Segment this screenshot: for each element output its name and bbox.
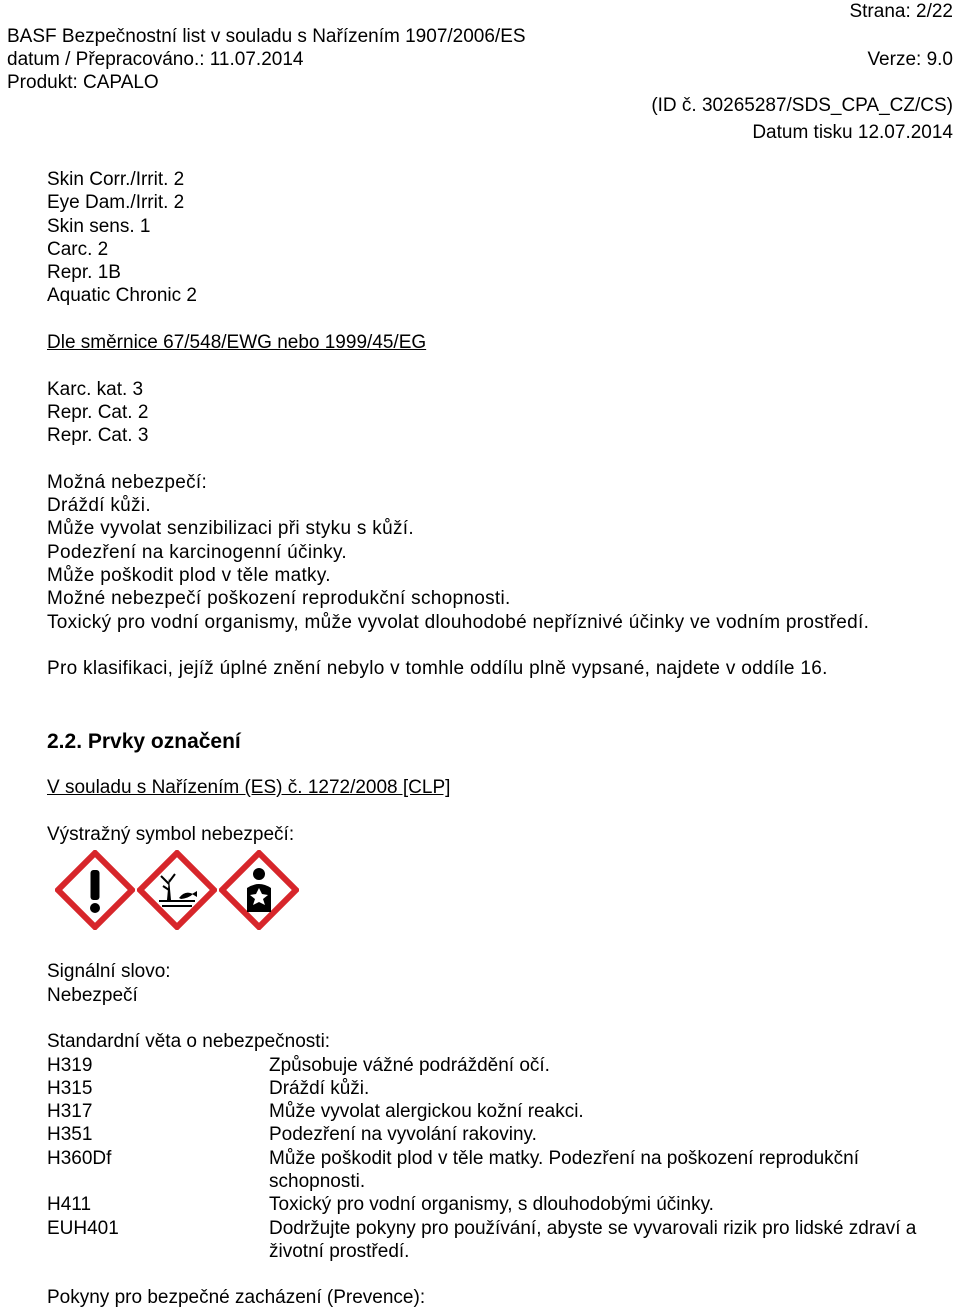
document-body bbox=[47, 168, 927, 1310]
list-item: Eye Dam./Irrit. 2 bbox=[47, 192, 185, 214]
print-date: Datum tisku 12.07.2014 bbox=[752, 122, 953, 143]
list-item: Repr. Cat. 3 bbox=[47, 425, 149, 447]
revision-date: datum / Přepracováno.: 11.07.2014 bbox=[7, 49, 304, 70]
list-item: Podezření na karcinogenní účinky. bbox=[47, 541, 348, 563]
hazard-code: H319 bbox=[47, 1054, 93, 1076]
list-item: Může poškodit plod v těle matky. bbox=[47, 565, 331, 587]
environment-icon bbox=[137, 850, 217, 930]
list-item: Dráždí kůži. bbox=[47, 495, 151, 517]
directive-heading: Dle směrnice 67/548/EWG nebo 1999/45/EG bbox=[47, 332, 427, 354]
list-item: Repr. Cat. 2 bbox=[47, 401, 149, 423]
signal-word: Nebezpečí bbox=[47, 984, 138, 1006]
hazard-statements-table bbox=[47, 1054, 927, 1264]
signal-word-label: Signální slovo: bbox=[47, 961, 171, 983]
exclamation-mark-icon bbox=[55, 850, 135, 930]
health-hazard-icon bbox=[219, 850, 299, 930]
hazard-code: H315 bbox=[47, 1077, 93, 1099]
hazard-code: H317 bbox=[47, 1101, 93, 1123]
possible-hazards-list bbox=[47, 494, 927, 634]
section16-note: Pro klasifikaci, jejíž úplné znění nebylo v tomhle oddílu plně vypsané, najdete v oddíle 16. bbox=[47, 658, 828, 680]
pictogram-label: Výstražný symbol nebezpečí: bbox=[47, 824, 295, 846]
possible-hazards-label: Možná nebezpečí: bbox=[47, 471, 208, 493]
document-title: BASF Bezpečnostní list v souladu s Nařízením 1907/2006/ES bbox=[7, 26, 526, 47]
hazard-text: Způsobuje vážné podráždění očí. bbox=[269, 1054, 550, 1076]
list-item: Toxický pro vodní organismy, může vyvolat dlouhodobé nepříznivé účinky ve vodním prostředí. bbox=[47, 611, 870, 633]
document-id: (ID č. 30265287/SDS_CPA_CZ/CS) bbox=[651, 95, 953, 116]
section-heading: 2.2. Prvky označení bbox=[47, 729, 241, 753]
list-item: Skin Corr./Irrit. 2 bbox=[47, 169, 185, 190]
hazard-text: Podezření na vyvolání rakoviny. bbox=[269, 1124, 537, 1146]
list-item: Karc. kat. 3 bbox=[47, 378, 144, 400]
hazard-text: Dodržujte pokyny pro používání, abyste se vyvarovali rizik pro lidské zdraví a životní prostředí. bbox=[269, 1217, 917, 1262]
list-item: Možné nebezpečí poškození reprodukční schopnosti. bbox=[47, 588, 511, 610]
hazard-code: H360Df bbox=[47, 1147, 112, 1169]
list-item: Carc. 2 bbox=[47, 238, 109, 260]
hazard-text: Může vyvolat alergickou kožní reakci. bbox=[269, 1101, 584, 1123]
list-item: Může vyvolat senzibilizaci při styku s kůží. bbox=[47, 518, 414, 540]
hazard-text: Může poškodit plod v těle matky. Podezření na poškození reprodukční schopnosti. bbox=[269, 1147, 860, 1192]
hazard-code: H411 bbox=[47, 1194, 92, 1216]
directive-list bbox=[47, 378, 927, 448]
list-item: Skin sens. 1 bbox=[47, 215, 151, 237]
page-number: Strana: 2/22 bbox=[849, 1, 953, 22]
product-name: Produkt: CAPALO bbox=[7, 72, 159, 93]
pictogram-row bbox=[55, 846, 927, 934]
hazard-statements-label: Standardní věta o nebezpečnosti: bbox=[47, 1031, 331, 1053]
list-item: Repr. 1B bbox=[47, 262, 121, 284]
hazard-code: H351 bbox=[47, 1124, 93, 1146]
classification-list bbox=[47, 168, 927, 308]
list-item: Aquatic Chronic 2 bbox=[47, 285, 197, 307]
hazard-text: Toxický pro vodní organismy, s dlouhodobými účinky. bbox=[269, 1194, 714, 1216]
clp-heading: V souladu s Nařízením (ES) č. 1272/2008 [CLP] bbox=[47, 777, 451, 799]
hazard-text: Dráždí kůži. bbox=[269, 1077, 370, 1099]
precautionary-label: Pokyny pro bezpečné zacházení (Prevence): bbox=[47, 1287, 426, 1309]
version: Verze: 9.0 bbox=[867, 49, 953, 70]
hazard-code: EUH401 bbox=[47, 1217, 119, 1239]
